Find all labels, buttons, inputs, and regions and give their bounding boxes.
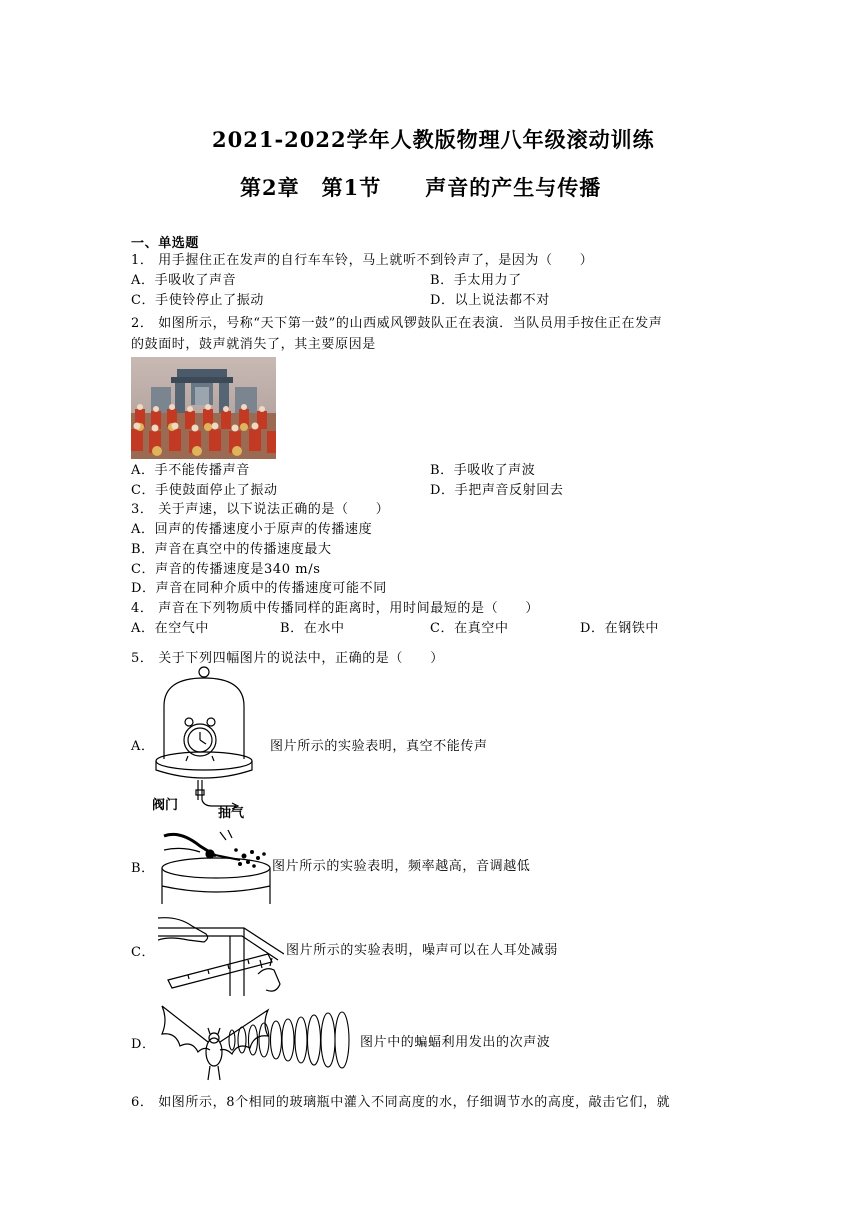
- drum-team-photo: [131, 357, 276, 459]
- section-heading: 一、单选题: [131, 236, 200, 251]
- q6-stem: 6． 如图所示，8个相同的玻璃瓶中灌入不同高度的水，仔细调节水的高度，敲击它们，就: [131, 1095, 671, 1110]
- drum-beans-figure: [160, 826, 272, 906]
- bat-figure: [158, 1004, 354, 1084]
- page-subtitle: 第2章 第1节 声音的产生与传播: [240, 175, 602, 200]
- q3-option-c: C．声音的传播速度是340 m/s: [131, 562, 321, 577]
- bell-jar-figure: [152, 664, 257, 821]
- q5-option-b-text: 图片所示的实验表明，频率越高，音调越低: [272, 859, 531, 874]
- valve-label: 阀门: [152, 798, 179, 813]
- q4-stem: 4． 声音在下列物质中传播同样的距离时，用时间最短的是（ ）: [131, 601, 540, 616]
- q3-option-a: A．回声的传播速度小于原声的传播速度: [131, 522, 373, 537]
- q2-stem-line1: 2． 如图所示，号称“天下第一鼓”的山西威风锣鼓队正在表演．当队员用手按住正在发声: [131, 316, 663, 331]
- q2-option-c: C．手使鼓面停止了振动: [131, 483, 278, 498]
- q2-option-b: B．手吸收了声波: [430, 463, 536, 478]
- q5-option-c-label: C．: [131, 945, 156, 960]
- q2-option-a: A．手不能传播声音: [131, 463, 250, 478]
- q3-option-b: B．声音在真空中的传播速度最大: [131, 542, 332, 557]
- page-title: 2021-2022学年人教版物理八年级滚动训练: [212, 127, 655, 152]
- q5-option-b-label: B．: [131, 861, 155, 876]
- q3-stem: 3． 关于声速，以下说法正确的是（ ）: [131, 502, 390, 517]
- q4-option-b: B．在水中: [280, 621, 345, 636]
- q1-option-b: B．手太用力了: [430, 273, 522, 288]
- q2-stem-line2: 的鼓面时，鼓声就消失了，其主要原因是: [131, 337, 376, 352]
- q4-option-c: C．在真空中: [430, 621, 509, 636]
- q1-option-d: D．以上说法都不对: [430, 293, 550, 308]
- q5-option-c-text: 图片所示的实验表明，噪声可以在人耳处减弱: [286, 943, 559, 958]
- pump-label: 抽气: [218, 806, 245, 821]
- q3-option-d: D．声音在同种介质中的传播速度可能不同: [131, 581, 387, 596]
- q5-option-d-text: 图片中的蝙蝠利用发出的次声波: [360, 1035, 551, 1050]
- q1-option-c: C．手使铃停止了振动: [131, 293, 264, 308]
- q5-stem: 5． 关于下列四幅图片的说法中，正确的是（ ）: [131, 651, 444, 666]
- ruler-table-figure: [158, 914, 284, 996]
- q5-option-a-text: 图片所示的实验表明，真空不能传声: [270, 739, 488, 754]
- q5-option-d-label: D．: [131, 1037, 156, 1052]
- q4-option-d: D．在钢铁中: [580, 621, 660, 636]
- q5-option-a-label: A．: [131, 739, 155, 754]
- q1-option-a: A．手吸收了声音: [131, 273, 237, 288]
- q4-option-a: A．在空气中: [131, 621, 209, 636]
- q2-option-d: D．手把声音反射回去: [430, 483, 564, 498]
- q1-stem: 1． 用手握住正在发声的自行车车铃，马上就听不到铃声了，是因为（ ）: [131, 253, 594, 268]
